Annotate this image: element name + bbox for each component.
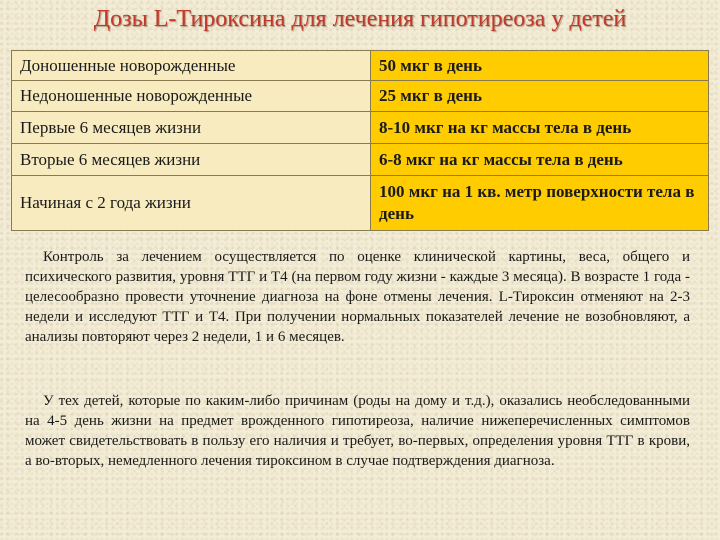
table-row [12,112,709,144]
dosage-table [11,50,709,231]
age-group-cell: Вторые 6 месяцев жизни [12,144,371,176]
monitoring-paragraph: Контроль за лечением осуществляется по оценке клинической картины, веса, общего и психического развития, уровня ТТГ и Т4 (на первом году жизни - каждые 3 месяца). В возрасте 1 года - целесообразно провести уточнение диагноза на фоне отмены лечения. L-Тироксин отменяют на 2-3 недели и исследуют ТТГ и Т4. При получении нормальных показателей лечение не возобновляют, а анализы повторяют через 2 недели, 1 и 6 месяцев. [25,249,690,345]
dose-cell: 6-8 мкг на кг массы тела в день [371,144,709,176]
age-group-cell: Доношенные новорожденные [12,51,371,81]
age-group-cell: Недоношенные новорожденные [12,81,371,112]
dose-cell: 50 мкг в день [371,51,709,81]
dose-cell: 100 мкг на 1 кв. метр поверхности тела в день [371,176,709,231]
table-row [12,81,709,112]
table-row [12,51,709,81]
symptoms-paragraph: У тех детей, которые по каким-либо причинам (роды на дому и т.д.), оказались необследованными на 4-5 день жизни на предмет врожденного гипотиреоза, наличие нижеперечисленных симптомов может свидетельствовать в пользу его наличия и требует, во-первых, определения уровня ТТГ в крови, а во-вторых, немедленного лечения тироксином в случае подтверждения диагноза. [25,393,690,469]
dose-cell: 25 мкг в день [371,81,709,112]
age-group-cell: Первые 6 месяцев жизни [12,112,371,144]
table-row [12,144,709,176]
table-row [12,176,709,231]
age-group-cell: Начиная с 2 года жизни [12,176,371,231]
dose-cell: 8-10 мкг на кг массы тела в день [371,112,709,144]
page-title: Дозы L-Тироксина для лечения гипотиреоза у детей [93,6,627,32]
